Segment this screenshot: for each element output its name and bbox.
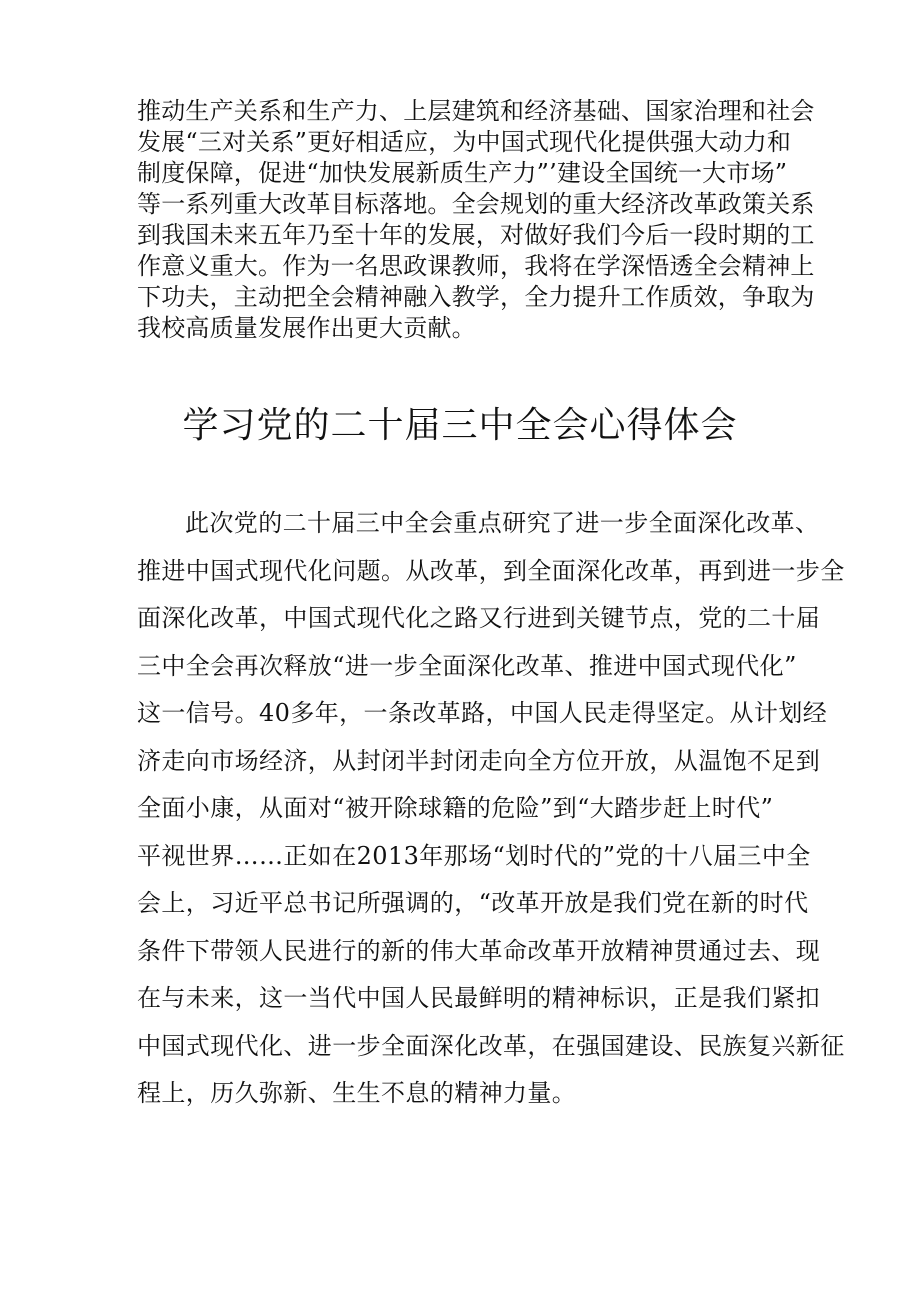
article-body-paragraph xyxy=(137,500,845,1118)
paragraph-line: 条件下带领人民进行的新的伟大革命改革开放精神贯通过去、现 xyxy=(137,936,821,965)
paragraph-line: 作意义重大。作为一名思政课教师，我将在学深悟透全会精神上 xyxy=(137,252,815,280)
paragraph-line: 会上，习近平总书记所强调的，“改革开放是我们党在新的时代 xyxy=(137,889,809,917)
paragraph-line: 下功夫，主动把全会精神融入教学，全力提升工作质效，争取为 xyxy=(137,283,815,311)
paragraph-first-line: 此次党的二十届三中全会重点研究了进一步全面深化改革、 xyxy=(185,509,820,537)
paragraph-line: 这一信号。40多年，一条改革路，中国人民走得坚定。从计划经 xyxy=(137,699,828,727)
paragraph-line: 到我国未来五年乃至十年的发展，对做好我们今后一段时期的工 xyxy=(137,221,815,249)
paragraph-line: 发展“三对关系”更好相适应，为中国式现代化提供强大动力和 xyxy=(137,128,792,156)
paragraph-line: 推动生产关系和生产力、上层建筑和经济基础、国家治理和社会 xyxy=(137,97,815,125)
paragraph-line: 平视世界……正如在2013年那场“划时代的”党的十八届三中全 xyxy=(137,841,811,870)
paragraph-line: 我校高质量发展作出更大贡献。 xyxy=(137,314,476,342)
paragraph-line: 在与未来，这一当代中国人民最鲜明的精神标识，正是我们紧扣 xyxy=(137,984,821,1012)
paragraph-line: 等一系列重大改革目标落地。全会规划的重大经济改革政策关系 xyxy=(137,190,815,218)
article-title: 学习党的二十届三中全会心得体会 xyxy=(182,405,738,446)
paragraph-line: 济走向市场经济，从封闭半封闭走向全方位开放，从温饱不足到 xyxy=(137,746,821,775)
paragraph-line: 中国式现代化、进一步全面深化改革，在强国建设、民族复兴新征 xyxy=(137,1031,845,1060)
paragraph-line: 三中全会再次释放“进一步全面深化改革、推进中国式现代化” xyxy=(137,651,797,680)
paragraph-line: 程上，历久弥新、生生不息的精神力量。 xyxy=(137,1079,577,1107)
paragraph-line: 制度保障，促进“加快发展新质生产力”’建设全国统一大市场” xyxy=(137,159,788,187)
previous-article-closing-paragraph xyxy=(137,96,815,344)
paragraph-line: 面深化改革，中国式现代化之路又行进到关键节点，党的二十届 xyxy=(137,604,821,632)
paragraph-line: 全面小康，从面对“被开除球籍的危险”到“大踏步赶上时代” xyxy=(137,794,774,822)
paragraph-line: 推进中国式现代化问题。从改革，到全面深化改革，再到进一步全 xyxy=(137,556,845,585)
